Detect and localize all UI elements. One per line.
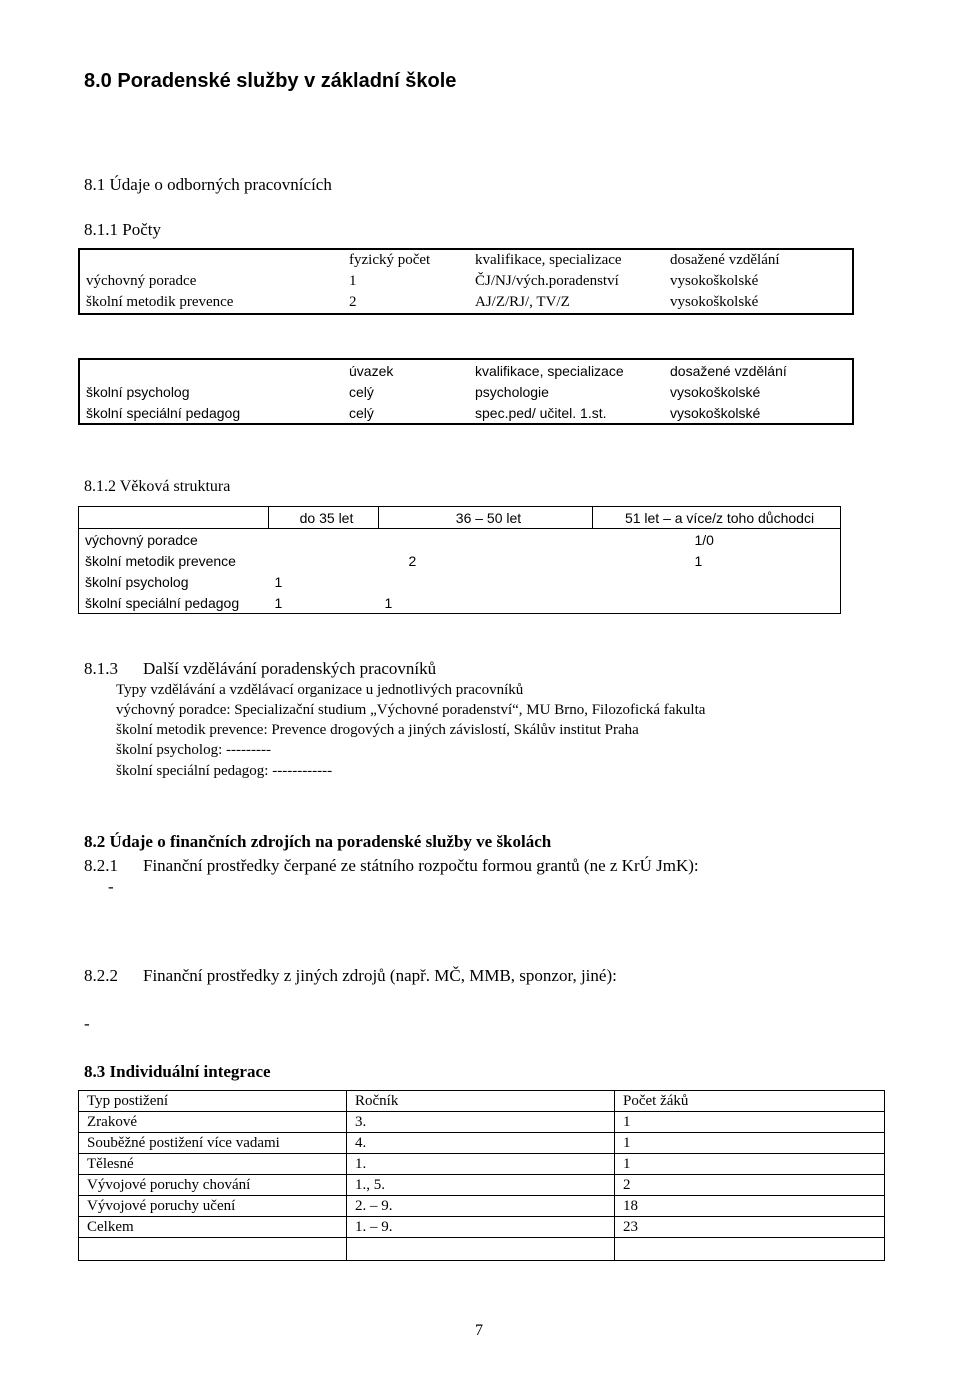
page-heading: 8.0 Poradenské služby v základní škole [84,70,457,92]
section-number-8-2-1: 8.2.1 [84,856,118,875]
table-cell: 1 [349,273,357,289]
table-cell: 1/0 [694,531,714,548]
table-header-cell: 36 – 50 let [379,507,593,529]
table-cell: 1 [615,1154,885,1175]
table-cell: školní metodik prevence [86,294,234,310]
table-cell: Zrakové [79,1112,347,1133]
section-value-8-2-1: - [108,877,114,896]
table-header-cell: úvazek [349,362,394,379]
table-row [79,1217,885,1238]
table-header-cell [79,507,269,529]
section-title-8-1-3: Další vzdělávání poradenských pracovníků [143,659,437,678]
text-line: školní psycholog: --------- [116,742,271,758]
table-cell: Souběžné postižení více vadami [79,1133,347,1154]
table-cell: 1. [347,1154,615,1175]
section-heading-8-1-2: 8.1.2 Věková struktura [84,478,231,495]
table-row [79,271,853,292]
table-cell [347,1238,615,1261]
psych-staff-table [78,358,854,425]
table-cell: Vývojové poruchy chování [79,1175,347,1196]
table-cell: Vývojové poruchy učení [79,1196,347,1217]
table-cell: 2 [349,294,357,310]
table-cell [593,592,841,614]
table-cell: celý [349,383,374,400]
table-cell: výchovný poradce [85,531,198,548]
text-line: školní speciální pedagog: ------------ [116,763,333,779]
table-row [79,1196,885,1217]
table-header-row [79,359,853,381]
table-cell [615,1238,885,1261]
table-header-cell: kvalifikace, specializace [475,252,622,268]
table-cell: celý [349,404,374,421]
integration-table [78,1090,885,1261]
table-cell: školní speciální pedagog [86,404,241,421]
text-line: školní metodik prevence: Prevence drogových a jiných závislostí, Skálův institut Praha [116,722,639,738]
table-cell: 1 [694,552,703,569]
table-header-cell: dosažené vzdělání [670,362,787,379]
table-row [79,1133,885,1154]
table-cell: 18 [615,1196,885,1217]
table-cell: školní metodik prevence [85,552,236,569]
table-cell [593,571,841,592]
table-cell: školní psycholog [85,573,189,590]
table-cell [269,550,379,571]
section-number-8-1-3: 8.1.3 [84,659,118,678]
table-cell: 1 [274,573,283,590]
text-line: Typy vzdělávání a vzdělávací organizace u jednotlivých pracovníků [116,682,524,698]
table-cell: psychologie [475,383,549,400]
table-header-cell: dosažené vzdělání [670,252,780,268]
table-header-cell: Počet žáků [615,1091,885,1112]
table-header-cell [79,249,343,271]
table-header-cell: Typ postižení [79,1091,347,1112]
table-row [79,381,853,402]
table-cell: Celkem [79,1217,347,1238]
table-cell: 1. – 9. [347,1217,615,1238]
table-cell: 2 [408,552,417,569]
table-cell: 2 [615,1175,885,1196]
table-header-row [79,1091,885,1112]
table-cell: ČJ/NJ/vých.poradenství [475,273,619,289]
table-row [79,571,841,592]
table-row [79,550,841,571]
section-heading-8-1: 8.1 Údaje o odborných pracovnících [84,175,332,194]
table-cell: vysokoškolské [670,383,761,400]
table-header-cell: do 35 let [269,507,379,529]
table-row [79,292,853,314]
table-header-cell: Ročník [347,1091,615,1112]
table-cell: vysokoškolské [670,294,759,310]
table-cell: AJ/Z/RJ/, TV/Z [475,294,570,310]
section-text-8-2-1: Finanční prostředky čerpané ze státního rozpočtu formou grantů (ne z KrÚ JmK): [143,856,699,875]
section-heading-8-2: 8.2 Údaje o finančních zdrojích na poradenské služby ve školách [84,832,552,851]
table-cell: vysokoškolské [670,273,759,289]
section-text-8-2-2: Finanční prostředky z jiných zdrojů (např. MČ, MMB, sponzor, jiné): [143,966,617,985]
table-cell: spec.ped/ učitel. 1.st. [475,404,607,421]
table-cell: 3. [347,1112,615,1133]
table-cell [79,1238,347,1261]
section-heading-8-3: 8.3 Individuální integrace [84,1062,271,1081]
table-cell: školní speciální pedagog [85,594,240,611]
table-row [79,592,841,614]
table-cell: školní psycholog [86,383,190,400]
text-line: výchovný poradce: Specializační studium „Výchovné poradenství“, MU Brno, Filozofická fakulta [116,702,706,718]
table-cell [269,529,379,551]
table-row [79,1154,885,1175]
table-row [79,1112,885,1133]
table-row-empty [79,1238,885,1261]
table-cell: výchovný poradce [86,273,197,289]
table-cell: 2. – 9. [347,1196,615,1217]
table-header-cell: 51 let – a více/z toho důchodci [593,507,841,529]
table-cell: vysokoškolské [670,404,761,421]
table-cell: Tělesné [79,1154,347,1175]
table-cell: 1 [384,594,393,611]
table-row [79,402,853,424]
table-header-cell [79,359,343,381]
table-cell: 1 [615,1112,885,1133]
table-cell: 4. [347,1133,615,1154]
section-number-8-2-2: 8.2.2 [84,966,118,985]
table-cell: 1., 5. [347,1175,615,1196]
table-row [79,529,841,551]
staff-counts-table [78,248,854,315]
table-cell: 1 [615,1133,885,1154]
table-cell: 1 [274,594,283,611]
section-value-8-2-2: - [84,1014,90,1033]
table-header-row [79,507,841,529]
table-header-cell: kvalifikace, specializace [475,362,624,379]
table-row [79,1175,885,1196]
table-header-row [79,249,853,271]
section-heading-8-1-1: 8.1.1 Počty [84,220,161,239]
page-number: 7 [475,1322,483,1339]
table-cell [379,529,593,551]
age-structure-table [78,506,841,614]
table-header-cell: fyzický počet [349,252,431,268]
table-cell: 23 [615,1217,885,1238]
table-cell [379,571,593,592]
